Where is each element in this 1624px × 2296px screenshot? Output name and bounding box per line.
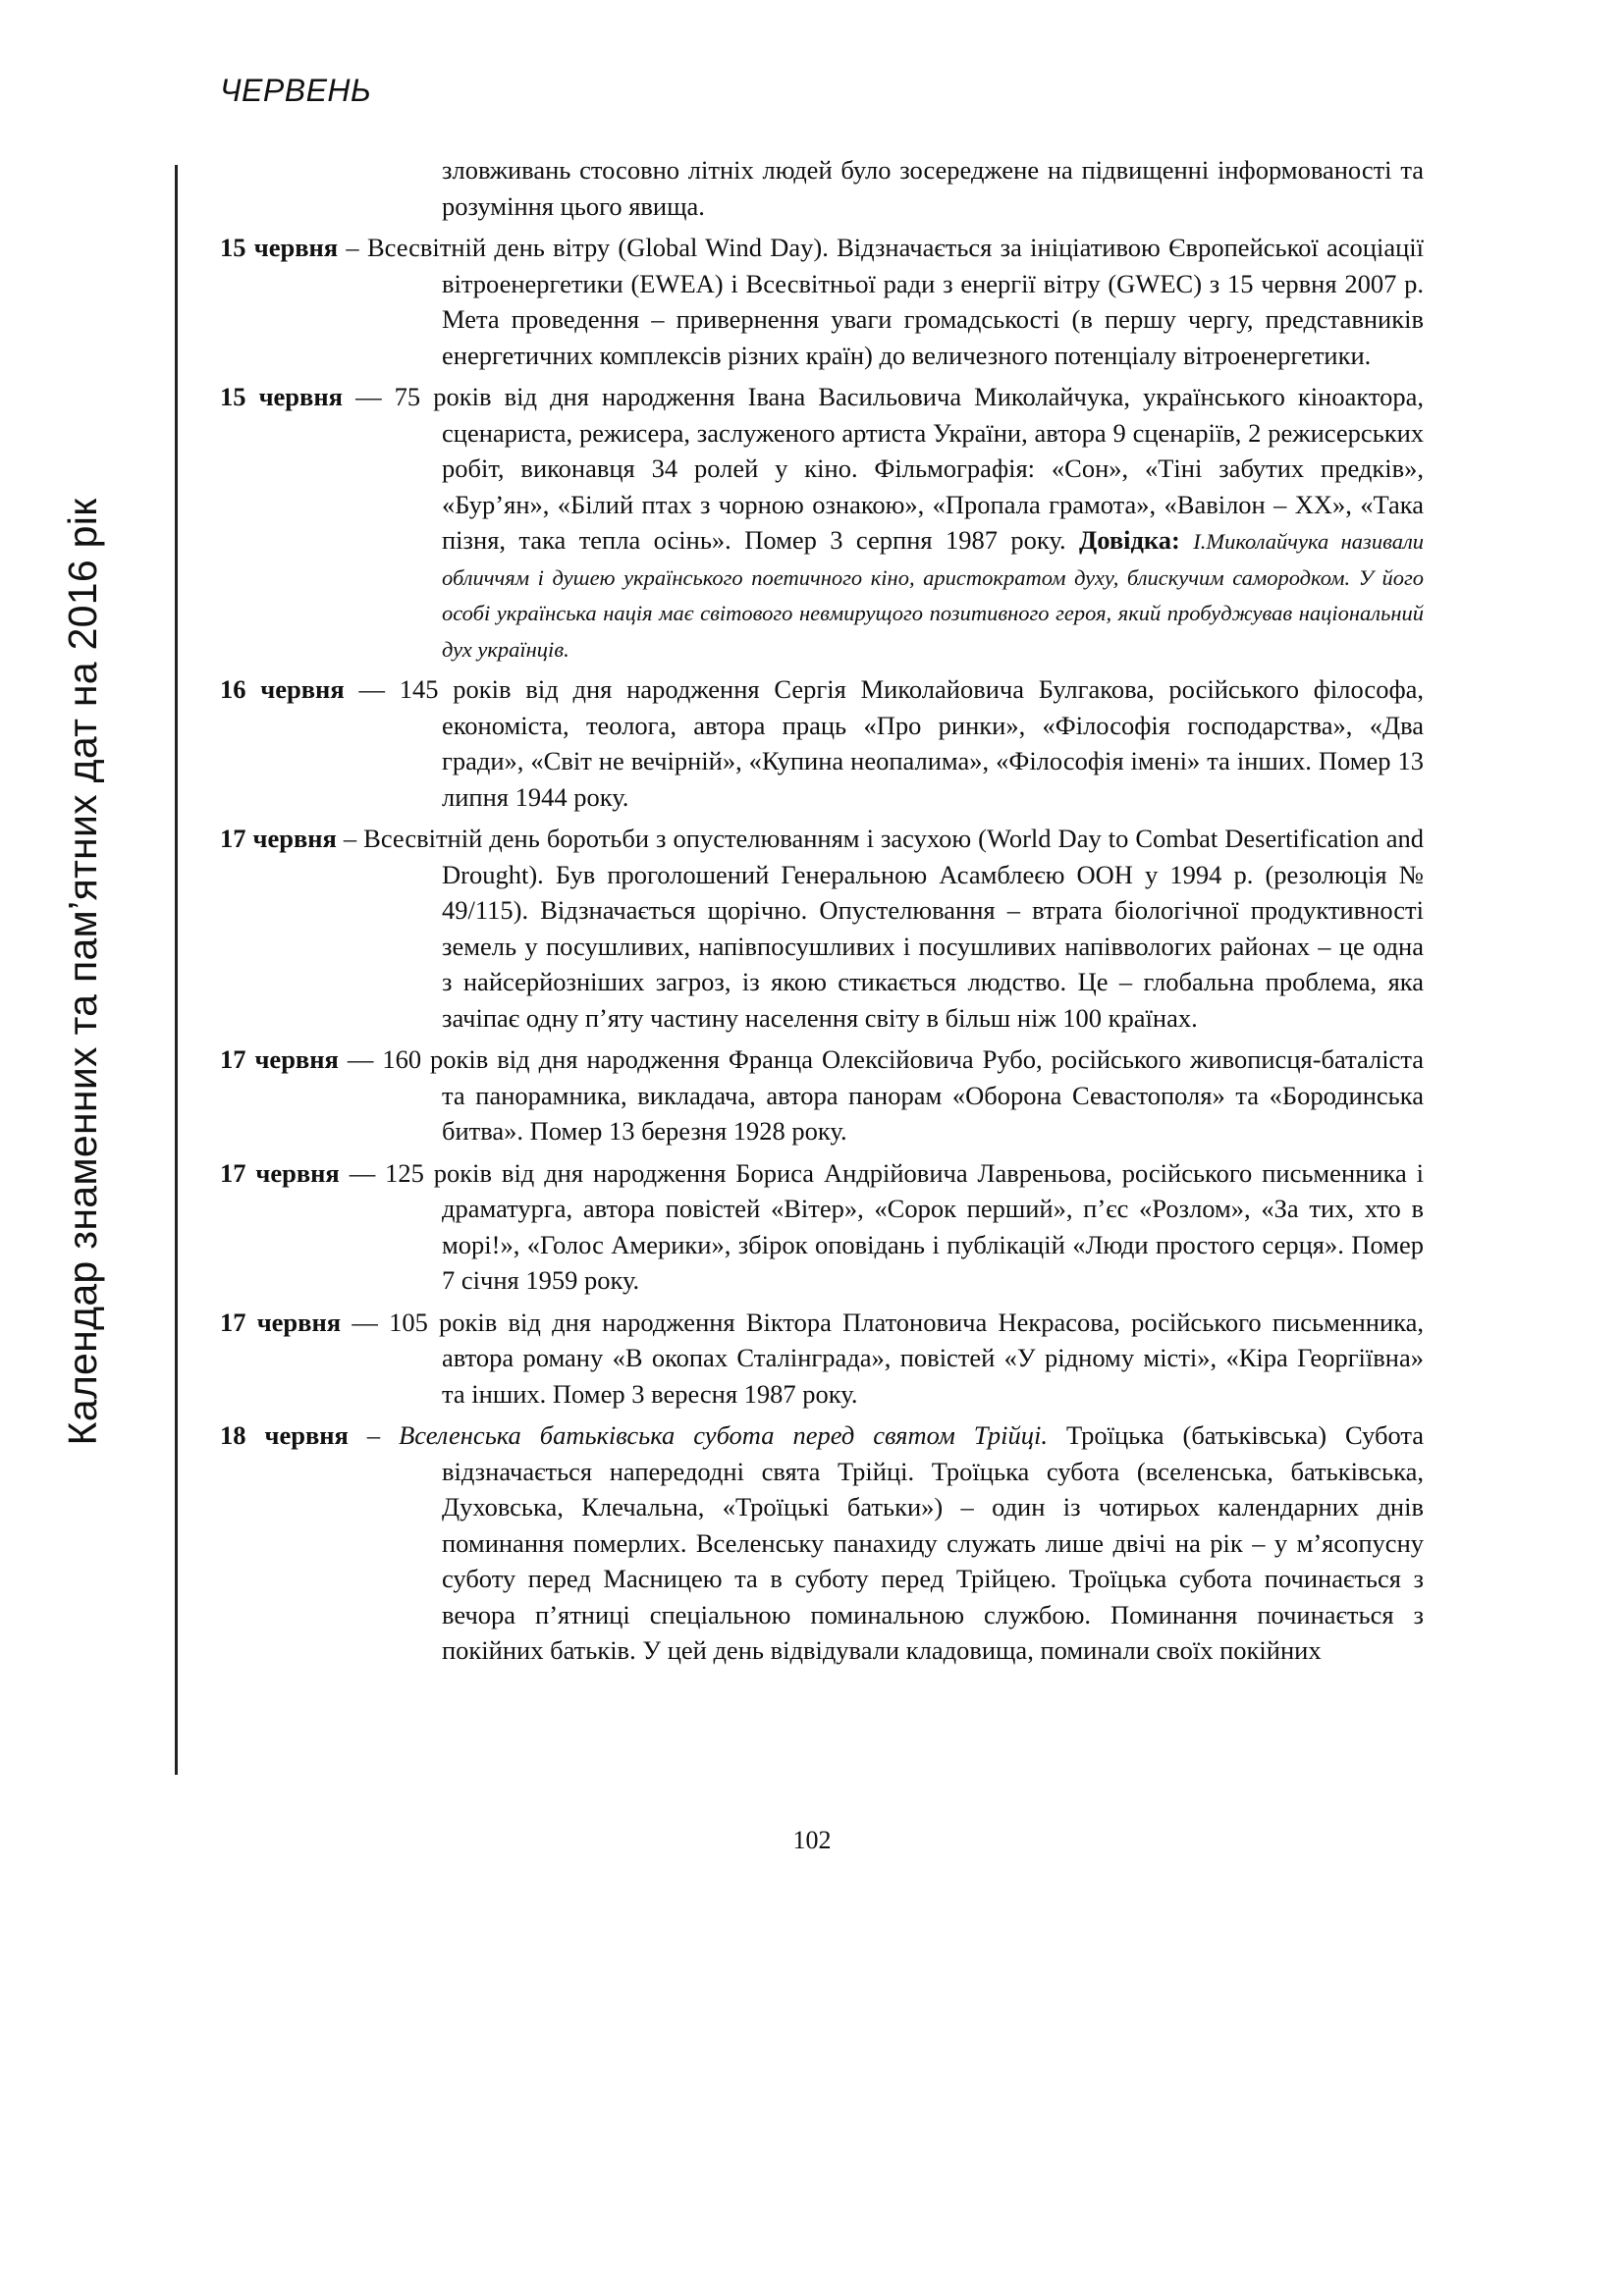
entry-emphasis: Вселенська батьківська субота перед святом Трійці.	[399, 1420, 1048, 1450]
continuation-paragraph: зловживань стосовно літніх людей було зосереджене на підвищенні інформованості та розуміння цього явища.	[442, 155, 1424, 221]
entry-separator: –	[348, 1420, 400, 1450]
entry-text: 125 років від дня народження Бориса Андрійовича Лавреньова, російського письменника і драматурга, автора повістей «Вітер», «Сорок перший», п’єс «Розлом», «За тих, хто в морі!», «Голос Америки», збірок оповідань і публікацій «Люди простого серця». Помер 7 січня 1959 року.	[385, 1157, 1424, 1295]
calendar-entry	[220, 671, 1424, 815]
entry-separator: —	[338, 1044, 383, 1074]
entry-text: 105 років від дня народження Віктора Платоновича Некрасова, російського письменника, автора роману «В окопах Сталінграда», повістей «У рідному місті», «Кіра Георгіївна» та інших. Помер 3 вересня 1987 року.	[389, 1307, 1425, 1409]
calendar-entry	[220, 1305, 1424, 1413]
page-number: 102	[792, 1826, 832, 1854]
calendar-entry	[220, 379, 1424, 666]
reference-note: І.Миколайчука називали обличчям і душею українського поетичного кіно, аристократом духу, блискучим самородком. У його особі українська нація має світового невмирущого позитивного героя, який пробуджував національний дух українців.	[442, 529, 1425, 662]
entry-date: 18 червня	[220, 1420, 349, 1450]
calendar-entry	[220, 1417, 1424, 1669]
entry-date: 15 червня	[220, 233, 339, 262]
entry-date: 17 червня	[220, 1157, 340, 1188]
entry-date: 15 червня	[220, 382, 343, 411]
content-body	[220, 152, 1424, 1675]
page-header-title: ЧЕРВЕНЬ	[220, 73, 372, 108]
margin-rule	[175, 165, 178, 1775]
entry-text: Всесвітній день боротьби з опустелюванням і засухою (World Day to Combat Desertification and Drought). Був проголошений Генеральною Асамблеєю ООН у 1994 р. (резолюція № 49/115). Відзначається щорічно. Опустелювання – втрата біологічної продуктивності земель у посушливих, напівпосушливих і посушливих напіввологих районах – це одна з найсерйозніших загроз, із якою стикається людство. Це – глобальна проблема, яка зачіпає одну п’яту частину населення світу в більш ніж 100 країнах.	[363, 824, 1424, 1033]
calendar-entry	[220, 821, 1424, 1036]
calendar-entry	[220, 1155, 1424, 1299]
entry-separator: –	[336, 824, 364, 853]
entry-text: Всесвітній день вітру (Global Wind Day). Відзначається за ініціативою Європейської асоціації вітроенергетики (EWEA) і Всесвітньої ради з енергії вітру (GWEC) з 15 червня 2007 р. Мета проведення – привернення уваги громадськості (в першу чергу, представників енергетичних комплексів різних країн) до величезного потенціалу вітроенергетики.	[366, 233, 1425, 370]
entry-text: 75 років від дня народження Івана Васильовича Миколайчука, українського кіноактора, сценариста, режисера, заслуженого артиста України, автора 9 сценаріїв, 2 режисерських робіт, виконавця 34 ролей у кіно. Фільмографія: «Сон», «Тіні забутих предків», «Бур’ян», «Білий птах з чорною ознакою», «Пропала грамота», «Вавілон – ХХ», «Така пізня, така тепла осінь». Помер 3 серпня 1987 року.	[394, 382, 1424, 555]
entry-separator: —	[339, 1157, 386, 1188]
entry-date: 17 червня	[220, 1307, 342, 1337]
entry-date: 16 червня	[220, 674, 345, 704]
entry-text: 160 років від дня народження Франца Олексійовича Рубо, російського живописця-баталіста та панорамника, викладача, автора панорам «Оборона Севастополя» та «Бородинська битва». Помер 13 березня 1928 року.	[382, 1044, 1424, 1146]
entry-separator: –	[338, 233, 367, 262]
calendar-entry	[220, 230, 1424, 373]
entry-date: 17 червня	[220, 1044, 339, 1074]
calendar-entry	[220, 1041, 1424, 1149]
entry-separator: —	[342, 382, 395, 411]
entry-text: 145 років від дня народження Сергія Миколайовича Булгакова, російського філософа, економіста, теолога, автора праць «Про ринки», «Філософія господарства», «Два гради», «Світ не вечірній», «Купина неопалима», «Філософія імені» та інших. Помер 13 липня 1944 року.	[399, 674, 1424, 812]
entry-text: Троїцька (батьківська) Субота відзначається напередодні свята Трійці. Троїцька субота (вселенська, батьківська, Духовська, Клечальна, «Троїцькі батьки») – один із чотирьох календарних днів поминання померлих. Вселенську панахиду служать лише двічі на рік – у м’ясопусну суботу перед Масницею та в суботу перед Трійцею. Троїцька субота починається з вечора п’ятниці спеціальною поминальною службою. Поминання починається з покійних батьків. У цей день відвідували кладовища, поминали своїх покійних	[442, 1420, 1425, 1665]
entry-separator: —	[344, 674, 400, 704]
entry-separator: —	[341, 1307, 390, 1337]
entry-date: 17 червня	[220, 824, 337, 853]
side-caption: Календар знаменних та пам’ятних дат на 2016 рік	[59, 498, 105, 1446]
reference-label: Довідка:	[1079, 525, 1180, 555]
